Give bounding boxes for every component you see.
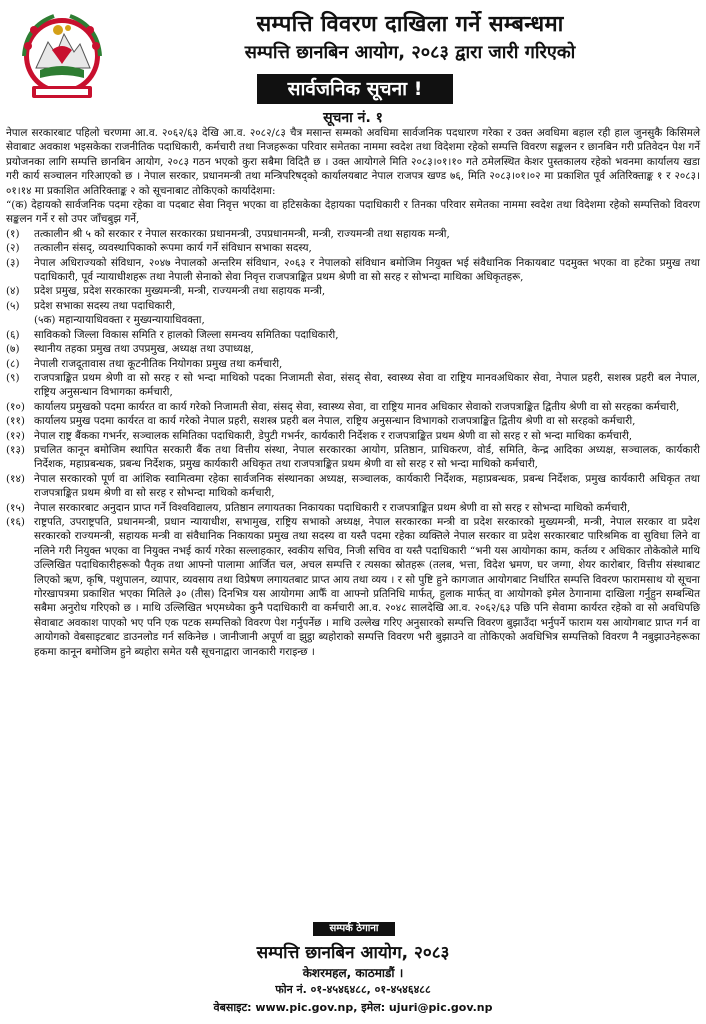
item-number: (२) [6,242,20,255]
contact-org: सम्पत्ति छानबिन आयोग, २०८३ [256,943,450,963]
item-text: राष्ट्रपति, उपराष्ट्रपति, प्रधानमन्त्री, प्रधान न्यायाधीश, सभामुख, राष्ट्रिय सभाको अध्यक्ष, नेपाल सरकारका मन्त्री वा प्रदेश सरकारको मुख्यमन्त्री, मन्त्री, नेपाल सरकार वा प्रदेश सरकारको राज्यमन्त्री, सहायक मन्त्री वा संवैधानिक निकायका प्रमुख तथा सदस्य वा यस्तै पदमा रहेका व्यक्तिले नेपाल सरकार वा प्रदेश सरकारबाट पारिश्रमिक वा सुविधा लिने वा नलिने गरी नियुक्त भएका वा नियुक्त नभई कार्य गरेका सल्लाहकार, स्वकीय सचिव, निजी सचिव वा यस्तै पदाधिकारी “भनी यस आयोगका काम, कर्तव्य र अधिकार तोकेकोले माथि उल्लिखित पदाधिकारीहरूको पैतृक तथा आफ्नो पालामा आर्जित चल, अचल सम्पत्ति र त्यसका स्रोतहरू (तलब, भत्ता, विदेश भ्रमण, घर जग्गा, शेयर कारोबार, वित्तीय संस्थाबाट लिएको ऋण, कृषि, पशुपालन, व्यापार, व्यवसाय तथा विप्रेषण लगायतबाट प्राप्त आय तथा व्यय । र सो पुष्टि हुने कागजात आयोगबाट निर्धारित सम्पत्ति विवरण फारामसाथ यो सूचना गोरखापत्रमा प्रकाशित भएका मितिले ३० (तीस) दिनभित्र यस आयोगमा आफैँ वा आफ्नो प्रतिनिधि मार्फत्, हुलाक मार्फत् वा आयोगको इमेल ठेगानामा दाखिला गर्नुहुन सम्बन्धित सबैमा अनुरोध गरिएको छ । माथि उल्लिखित भएमध्येका कुनै पदाधिकारी वा कर्मचारी आ.व. २०४८ सालदेखि आ.व. २०६२/६३ पछि पनि सेवामा कार्यरत रहेको वा सो अवधिपछि सेवाबाट अवकाश पाएको भए पनि एक पटक सम्पत्तिको विवरण पेश गर्नुपर्नेछ । माथि उल्लेख गरिए अनुसारको सम्पत्ति विवरण बुझाउँदा भर्नुपर्ने फाराम यस आयोगबाट प्राप्त गर्न वा आयोगको वेबसाइटबाट डाउनलोड गर्न सकिनेछ । जानीजानी अपूर्ण वा झुट्ठा ब्यहोराको सम्पत्ति विवरण भरी बुझाउने वा तोकिएको अवधिभित्र सम्पत्तिको विवरण नै नबुझाउनेहरूका हकमा कानून बमोजिम हुने ब्यहोरा समेत यसै सूचनाद्वारा जानकारी गराइन्छ । [34,515,700,658]
list-item [6,328,700,342]
item-number: (११) [6,415,25,428]
list-item [6,472,700,501]
notice-number: सूचना नं. १ [323,110,383,126]
list-item [6,299,700,313]
contact-phone: फोन नं. ०१-४५४६४८८, ०१-४५४६४८८ [275,983,431,996]
item-text: तत्कालीन श्री ५ को सरकार र नेपाल सरकारका प्रधानमन्त्री, उपप्रधानमन्त्री, मन्त्री, राज्यमन्त्री तथा सहायक मन्त्री, [34,227,450,240]
list-item [6,400,700,414]
item-number: (१३) [6,443,25,456]
list-item [6,501,700,515]
item-text: नेपाल सरकारबाट अनुदान प्राप्त गर्ने विश्वविद्यालय, प्रतिष्ठान लगायतका निकायका पदाधिकारी र राजपत्राङ्कित प्रथम श्रेणी वा सो सरह र सोभन्दा माथिको कर्मचारी, [34,501,631,514]
contact-address: केशरमहल, काठमाडौं । [302,966,404,980]
list-item [6,443,700,472]
list-item [6,371,700,400]
nepal-emblem-icon [14,6,110,114]
item-text: प्रचलित कानून बमोजिम स्थापित सरकारी बैंक तथा वित्तीय संस्था, नेपाल सरकारका आयोग, प्रतिष्ठान, प्राधिकरण, वोर्ड, समिति, केन्द्र आदिका अध्यक्ष, सञ्चालक, कार्यकारी निर्देशक, महाप्रबन्धक, प्रबन्ध निर्देशक, प्रमुख कार्यकारी अधिकृत तथा राजपत्राङ्कित प्रथम श्रेणी वा सो सरह र सो भन्दा माथिको कर्मचारी, [34,443,700,471]
item-number: (१६) [6,515,25,528]
item-text: राजपत्राङ्कित प्रथम श्रेणी वा सो सरह र सो भन्दा माथिको पदका निजामती सेवा, संसद् सेवा, स्वास्थ्य सेवा वा राष्ट्रिय मानवअधिकार सेवा, नेपाल प्रहरी, सशस्त्र प्रहरी बल नेपाल, राष्ट्रिय अनुसन्धान विभागका कर्मचारी, [34,371,700,399]
item-number: (१०) [6,400,25,413]
page-subtitle: सम्पत्ति छानबिन आयोग, २०८३ द्वारा जारी गरिएको [244,42,576,63]
list-item [6,313,700,327]
item-number: (६) [6,328,20,341]
list-item [6,414,700,428]
list-item [6,515,700,659]
list-item [6,256,700,285]
item-text: नेपाल सरकारको पूर्ण वा आंशिक स्वामित्वमा रहेका सार्वजनिक संस्थानका अध्यक्ष, सञ्चालक, कार्यकारी निर्देशक, महाप्रबन्धक, प्रबन्ध निर्देशक, प्रमुख कार्यकारी अधिकृत तथा राजपत्राङ्कित प्रथम श्रेणी वा सो सरह र सोभन्दा माथिको कर्मचारी, [34,472,700,500]
contact-label: सम्पर्क ठेगाना [313,922,395,936]
item-text: (५क) महान्यायाधिवक्ता र मुख्यन्यायाधिवक्ता, [34,314,205,327]
list-item [6,284,700,298]
position-list [6,227,700,659]
contact-web: वेबसाइट: www.pic.gov.np, इमेल: ujuri@pic.gov.np [213,1001,493,1014]
item-text: प्रदेश प्रमुख, प्रदेश सरकारका मुख्यमन्त्री, मन्त्री, राज्यमन्त्री तथा सहायक मन्त्री, [34,285,326,298]
item-text: नेपाल राष्ट्र बैंकका गभर्नर, सञ्चालक समितिका पदाधिकारी, डेपुटी गभर्नर, कार्यकारी निर्देशक र राजपत्राङ्कित प्रथम श्रेणी वा सो सरह र सो भन्दा माथिका कर्मचारी, [34,429,633,442]
intro-paragraph: नेपाल सरकारबाट पहिलो चरणमा आ.व. २०६२/६३ देखि आ.व. २०८२/८३ चैत्र मसान्त सम्मको अवधिमा सार्वजनिक पदधारण गरेका र उक्त अवधिमा बहाल रही हाल जुनसुकै किसिमले सेवाबाट अवकाश भइसकेका राजनीतिक पदाधिकारी, कर्मचारी तथा निजहरूका परिवार समेतका नाममा स्वदेश तथा विदेशमा रहेको सम्पत्ति विवरण सङ्कलन र छानबिन गरी प्रतिवेदन पेश गर्ने प्रयोजनका लागि सम्पत्ति छानबिन आयोग, २०८३ गठन भएको कुरा सबैमा विदितै छ । उक्त आयोगले मिति २०८३।०१।१० गते ठमेलस्थित केशर पुस्तकालय रहेको भवनमा कार्यालय खडा गरी कार्य सञ्चालन गरिआएको छ । नेपाल सरकार, प्रधानमन्त्री तथा मन्त्रिपरिषद्को कार्यालयबाट नेपाल राजपत्र खण्ड ७६, मिति २०८३।०१।०२ मा प्रकाशित पूर्व अतिरिक्ताङ्क १ र २०८३।०१।१४ मा प्रकाशित अतिरिक्ताङ्क २ को सूचनाबाट तोकिएको कार्यादेशमा: [6,127,700,197]
notice-header [0,0,706,126]
item-text: कार्यालय प्रमुख पदमा कार्यरत वा कार्य गरेको नेपाल प्रहरी, सशस्त्र प्रहरी बल नेपाल, राष्ट्रिय अनुसन्धान विभागको राजपत्राङ्कित द्वितीय श्रेणी वा सो सरहको कर्मचारी, [34,415,636,428]
list-item [6,429,700,443]
item-text: नेपाल अधिराज्यको संविधान, २०४७ नेपालको अन्तरिम संविधान, २०६३ र नेपालको संविधान बमोजिम नियुक्त भई संवैधानिक निकायबाट पदमुक्त भएका वा हटेका प्रमुख तथा पदाधिकारी, पूर्व न्यायाधीशहरू तथा नेपाली सेनाको सेवा निवृत्त राजपत्राङ्कित प्रथम श्रेणी वा सो सरह र सोभन्दा माथिका अधिकृतहरू, [34,256,700,284]
item-number: (१४) [6,472,25,485]
item-number: (८) [6,357,20,370]
item-text: कार्यालय प्रमुखको पदमा कार्यरत वा कार्य गरेको निजामती सेवा, संसद् सेवा, स्वास्थ्य सेवा, वा राष्ट्रिय मानव अधिकार सेवाको राजपत्राङ्कित द्वितीय श्रेणी वा सो सरहका कर्मचारी, [34,400,680,413]
page-title: सम्पत्ति विवरण दाखिला गर्ने सम्बन्धमा [256,12,564,37]
item-number: (१) [6,227,20,240]
item-number: (४) [6,285,20,298]
notice-body [6,126,700,659]
item-text: नेपाली राजदूतावास तथा कूटनीतिक नियोगका प्रमुख तथा कर्मचारी, [34,357,283,370]
item-number: (१५) [6,501,25,514]
lead-paragraph: “(क) देहायको सार्वजनिक पदमा रहेका वा पदबाट सेवा निवृत्त भएका वा हटिसकेका देहायका पदाधिकारी र तिनका परिवार समेतका नाममा स्वदेश तथा विदेशमा रहेको सम्पत्तिको विवरण सङ्कलन गर्ने र सो उपर जाँचबुझ गर्ने, [6,199,700,226]
item-number: (७) [6,343,20,356]
contact-footer [0,922,706,1018]
item-number: (९) [6,371,20,384]
list-item [6,357,700,371]
item-text: तत्कालीन संसद्, व्यवस्थापिकाको रूपमा कार्य गर्ने संविधान सभाका सदस्य, [34,242,312,255]
item-number [6,313,34,327]
item-text: साविकको जिल्ला विकास समिति र हालको जिल्ला समन्वय समितिका पदाधिकारी, [34,328,339,341]
item-number: (१२) [6,429,25,442]
item-number: (३) [6,256,20,269]
list-item [6,241,700,255]
item-text: प्रदेश सभाका सदस्य तथा पदाधिकारी, [34,299,176,312]
item-number: (५) [6,299,20,312]
list-item [6,342,700,356]
list-item [6,227,700,241]
item-text: स्थानीय तहका प्रमुख तथा उपप्रमुख, अध्यक्ष तथा उपाध्यक्ष, [34,343,254,356]
public-notice-banner: सार्वजनिक सूचना ! [257,74,453,104]
